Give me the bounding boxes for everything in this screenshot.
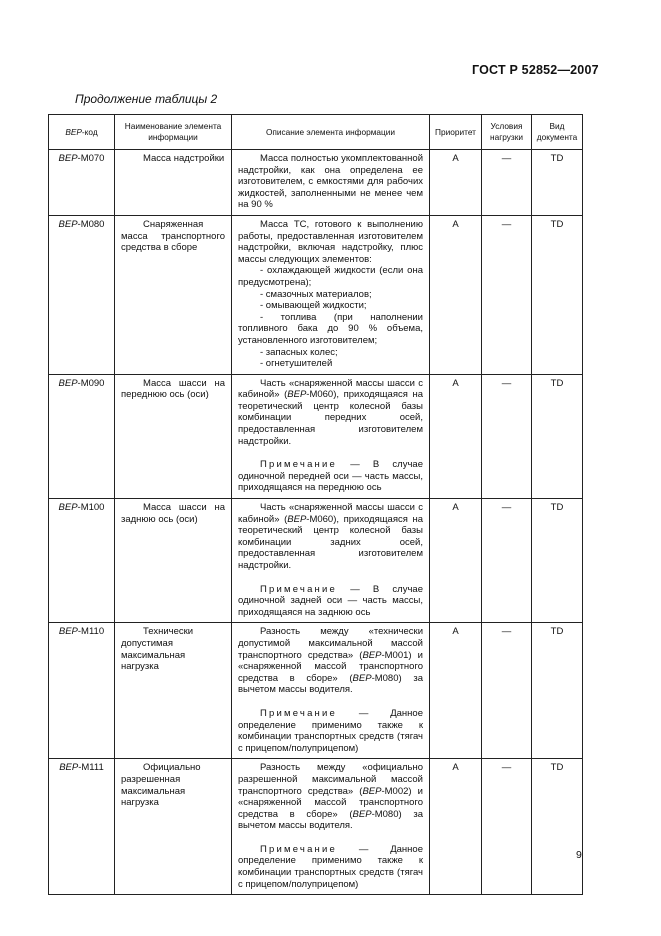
table-row <box>49 759 583 895</box>
row-priority: A <box>430 374 482 498</box>
col-header-conditions: Условия нагрузки <box>482 115 532 150</box>
row-doc-type: TD <box>532 374 583 498</box>
table-row <box>49 150 583 216</box>
list-item: - охлаждающей жидкости (если она предусмотрена); <box>238 265 423 288</box>
row-description: Разность между «технически допустимой максимальной массой транспортного средства» (BEP-M001) и «снаряженной массой транспортного средства в сборе» (BEP-M080) за вычетом массы водителя. Примечание — Данное определение применимо также к комбинации транспортных средств (тягач с прицепом/полуприцепом) <box>232 623 430 759</box>
row-code: BEP-M080 <box>49 215 115 374</box>
row-code: BEP-M090 <box>49 374 115 498</box>
note: Примечание — Данное определение применимо также к комбинации транспортных средств (тягач с прицепом/полуприцепом) <box>238 707 423 754</box>
row-doc-type: TD <box>532 215 583 374</box>
col-header-code-suffix: -код <box>81 126 98 137</box>
row-conditions: — <box>482 150 532 216</box>
table-caption: Продолжение таблицы 2 <box>75 92 218 106</box>
row-name: Снаряженная масса транспортного средства в сборе <box>115 215 232 374</box>
row-doc-type: TD <box>532 759 583 895</box>
row-description: Часть «снаряженной массы шасси с кабиной» (BEP-M060), приходящаяся на теоретический центр колесной базы комбинации задних осей, предоставленная изготовителем надстройки. Примечание — В случае одиночной задней оси — часть массы, приходящаяся на заднюю ось <box>232 499 430 623</box>
note: Примечание — В случае одиночной задней оси — часть массы, приходящаяся на заднюю ось <box>238 583 423 618</box>
row-priority: A <box>430 215 482 374</box>
row-name: Масса надстройки <box>115 150 232 216</box>
list-item: - запасных колес; <box>260 346 338 358</box>
row-name: Технически допустимая максимальная нагрузка <box>115 623 232 759</box>
row-name: Официально разрешенная максимальная нагрузка <box>115 759 232 895</box>
row-priority: A <box>430 150 482 216</box>
list-item: - омывающей жидкости; <box>260 300 367 312</box>
row-conditions: — <box>482 623 532 759</box>
row-code: BEP-M110 <box>49 623 115 759</box>
row-doc-type: TD <box>532 150 583 216</box>
row-name: Масса шасси на переднюю ось (оси) <box>115 374 232 498</box>
col-header-doc-type: Вид документа <box>532 115 583 150</box>
col-header-code: BEP-код <box>49 115 115 150</box>
row-description: Масса ТС, готового к выполнению работы, предоставленная изготовителем надстройки, включая надстройку, плюс массы следующих элементов: - охлаждающей жидкости (если она предусмотрена); - смазочных материалов; - омывающей жидкости; - топлива (при наполнении топливного бака до 90 % объема, установленного изготовителем; - запасных колес; - огнетушителей <box>232 215 430 374</box>
note: Примечание — В случае одиночной передней оси — часть массы, приходящаяся на переднюю ось <box>238 459 423 494</box>
row-description: Разность между «официально разрешенной максимальной массой транспортного средства» (BEP-M002) и «снаряженной массой транспортного средства в сборе» (BEP-M080) за вычетом массы водителя. Примечание — Данное определение применимо также к комбинации транспортных средств (тягач с прицепом/полуприцепом) <box>232 759 430 895</box>
row-conditions: — <box>482 759 532 895</box>
row-conditions: — <box>482 374 532 498</box>
row-name: Масса шасси на заднюю ось (оси) <box>115 499 232 623</box>
row-conditions: — <box>482 215 532 374</box>
row-priority: A <box>430 499 482 623</box>
list-item: - огнетушителей <box>260 358 333 370</box>
row-priority: A <box>430 623 482 759</box>
row-code: BEP-M070 <box>49 150 115 216</box>
list-item: - топлива (при наполнении топливного бака до 90 % объема, установленного изготовителем; <box>238 311 423 346</box>
standard-id: ГОСТ Р 52852—2007 <box>472 63 599 77</box>
row-conditions: — <box>482 499 532 623</box>
note: Примечание — Данное определение применимо также к комбинации транспортных средств (тягач с прицепом/полуприцепом) <box>238 843 423 890</box>
list-item: - смазочных материалов; <box>260 288 372 300</box>
page-number: 9 <box>576 849 582 861</box>
table-row <box>49 499 583 623</box>
col-header-description: Описание элемента информации <box>232 115 430 150</box>
row-doc-type: TD <box>532 499 583 623</box>
table-row <box>49 623 583 759</box>
col-header-name: Наименование элемента информации <box>115 115 232 150</box>
table-row <box>49 215 583 374</box>
row-code: BEP-M100 <box>49 499 115 623</box>
row-description: Масса полностью укомплектованной надстройки, как она определена ее изготовителем, с емкостями для рабочих жидкостей, заполненными не менее чем на 90 % <box>232 150 430 216</box>
row-code: BEP-M111 <box>49 759 115 895</box>
data-elements-table <box>48 114 583 895</box>
row-priority: A <box>430 759 482 895</box>
table-row <box>49 374 583 498</box>
row-description: Часть «снаряженной массы шасси с кабиной» (BEP-M060), приходящаяся на теоретический центр колесной базы комбинации передних осей, предоставленная изготовителем надстройки. Примечание — В случае одиночной передней оси — часть массы, приходящаяся на переднюю ось <box>232 374 430 498</box>
table-header-row <box>49 115 583 150</box>
row-doc-type: TD <box>532 623 583 759</box>
col-header-priority: Приоритет <box>430 115 482 150</box>
